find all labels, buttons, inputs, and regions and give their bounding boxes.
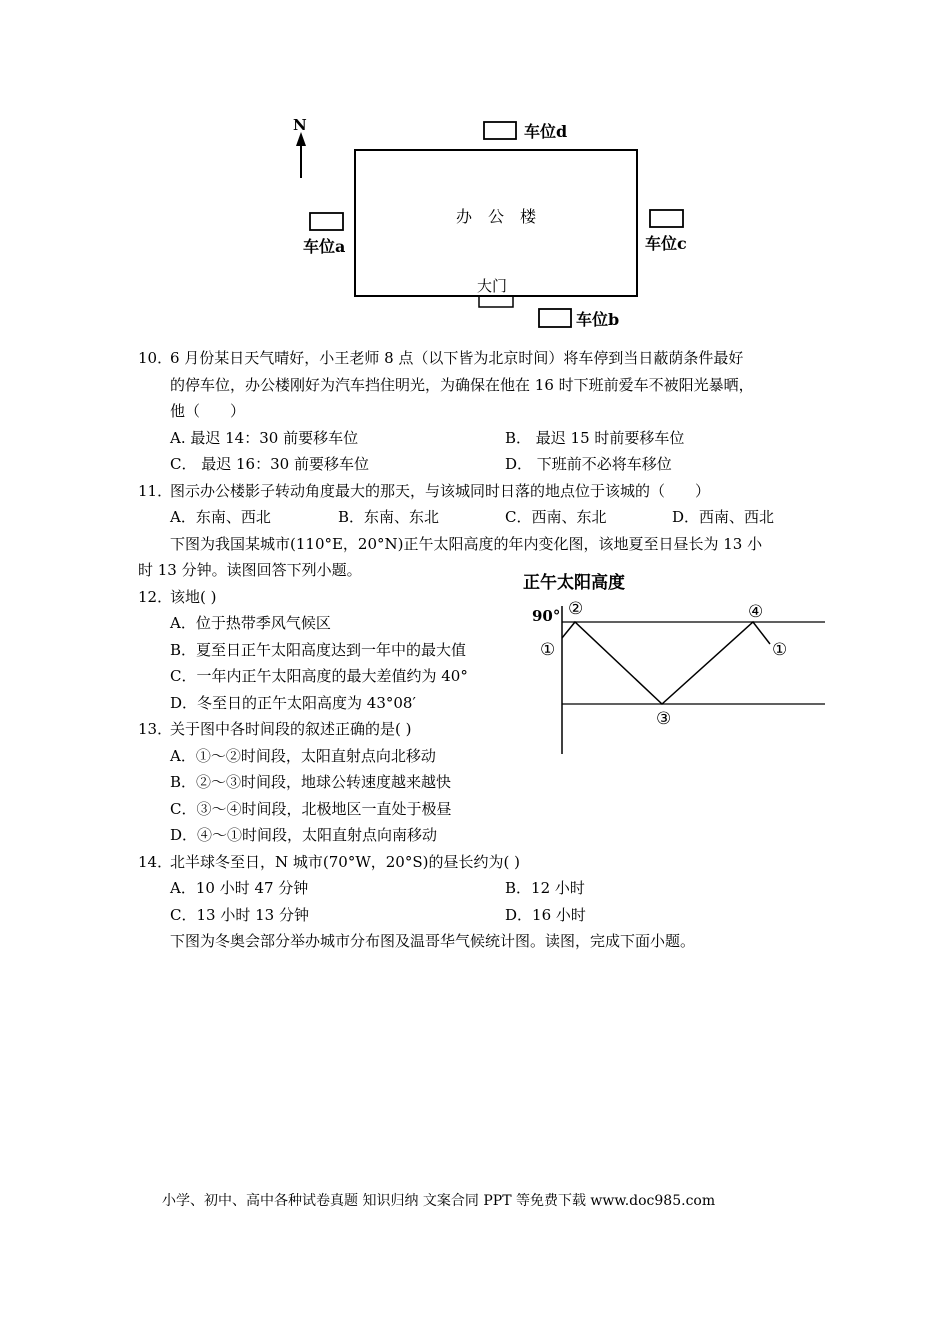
intro2: 下图为冬奥会部分举办城市分布图及温哥华气候统计图。读图，完成下面小题。 [170,932,696,950]
q12-option-d: D．冬至日的正午太阳高度为 43°08′ [170,694,416,712]
q11-option-a: A．东南、西北 [170,508,271,526]
y-label-90: 90° [532,607,561,625]
spot-b-label: 车位b [576,310,620,329]
q12-number: 12． [138,588,173,606]
q11-option-b: B．东南、东北 [338,508,440,526]
q11-number: 11． [138,482,173,500]
north-label: N [293,116,307,134]
q13-stem: 关于图中各时间段的叙述正确的是( ) [170,720,412,738]
sun-altitude-chart [520,568,830,758]
q10-line1: 6 月份某日天气晴好，小王老师 8 点（以下皆为北京时间）将车停到当日蔽荫条件最好 [170,349,744,367]
q14-option-a: A．10 小时 47 分钟 [170,879,309,897]
q12-option-c: C．一年内正午太阳高度的最大差值约为 40° [170,667,468,685]
chart-title: 正午太阳高度 [523,573,625,593]
north-arrowhead [296,132,306,146]
q13-option-c: C．③～④时间段，北极地区一直处于极昼 [170,800,452,818]
q10-option-c: C． 最迟 16：30 前要移车位 [170,455,369,473]
spot-c-text: 车位c [645,234,687,253]
q13-option-a: A．①～②时间段，太阳直射点向北移动 [170,747,436,765]
q14-number: 14． [138,853,173,871]
q12-option-b: B．夏至日正午太阳高度达到一年中的最大值 [170,641,467,659]
spot-d-box [484,122,516,139]
spot-a-label: 车位a [303,237,346,256]
building-label: 办 公 楼 [456,207,537,226]
q13-option-b: B．②～③时间段，地球公转速度越来越快 [170,773,452,791]
marker-3: ③ [656,709,672,729]
parking-diagram [280,110,640,335]
q11-option-c: C．西南、东北 [505,508,607,526]
page-footer: 小学、初中、高中各种试卷真题 知识归纳 文案合同 PPT 等免费下载 www.doc985.com [162,1193,716,1209]
q10-option-b: B． 最迟 15 时前要移车位 [505,429,685,447]
gate-box [479,296,513,307]
altitude-curve [562,622,770,704]
q10-line2: 的停车位，办公楼刚好为汽车挡住明光，为确保在他在 16 时下班前爱车不被阳光暴晒， [170,376,754,394]
q12-option-a: A．位于热带季风气候区 [170,614,331,632]
intro1-line1: 下图为我国某城市(110°E，20°N)正午太阳高度的年内变化图，该地夏至日昼长为 13 小 [170,535,763,553]
q14-option-c: C．13 小时 13 分钟 [170,906,309,924]
spot-c-diagram [640,205,700,255]
q11-option-d: D．西南、西北 [672,508,775,526]
marker-4: ④ [748,602,764,622]
spot-c-rect [650,210,683,227]
spot-b-box [539,309,571,327]
q14-option-b: B．12 小时 [505,879,585,897]
q10-option-a: A. 最迟 14：30 前要移车位 [170,429,359,447]
q11-stem: 图示办公楼影子转动角度最大的那天，与该城同时日落的地点位于该城的（ ） [170,482,711,500]
marker-2: ② [568,599,584,619]
marker-1-right: ① [772,640,788,660]
q10-option-d: D． 下班前不必将车移位 [505,455,672,473]
q14-option-d: D．16 小时 [505,906,586,924]
q13-option-d: D．④～①时间段，太阳直射点向南移动 [170,826,438,844]
spot-a-box [310,213,343,230]
spot-d-label: 车位d [524,122,568,141]
q10-number: 10． [138,349,173,367]
marker-1-left: ① [540,640,556,660]
q12-stem: 该地( ) [170,588,217,606]
q13-number: 13． [138,720,173,738]
intro1-line2: 时 13 分钟。读图回答下列小题。 [138,561,362,579]
q14-stem: 北半球冬至日，N 城市(70°W，20°S)的昼长约为( ) [170,853,520,871]
q10-line3: 他（ ） [170,402,246,420]
gate-label: 大门 [477,277,508,295]
